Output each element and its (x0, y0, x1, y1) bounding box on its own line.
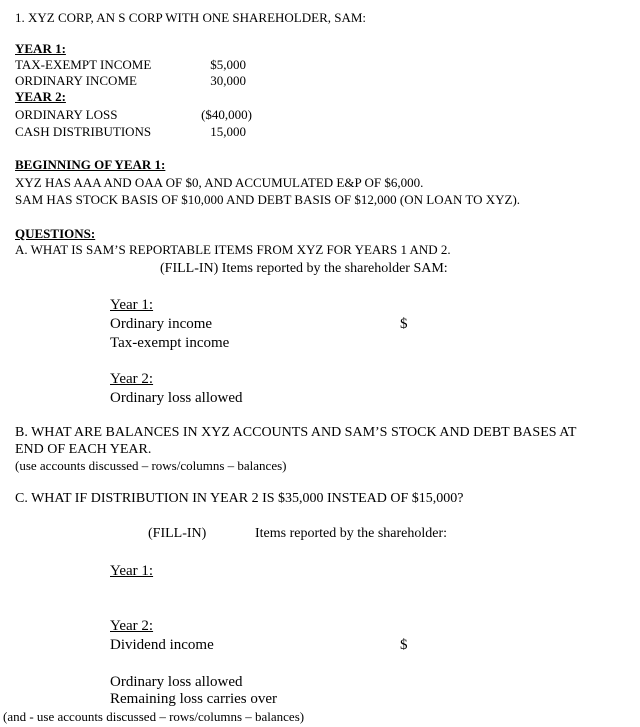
year1-row-label: TAX-EXEMPT INCOME (15, 57, 152, 72)
question-c-remaining-loss: Remaining loss carries over (110, 691, 278, 707)
dollar-sign: $ (400, 316, 408, 332)
year1-row-value: $5,000 (210, 57, 246, 72)
question-c: C. WHAT IF DISTRIBUTION IN YEAR 2 IS $35,000 INSTEAD OF $15,000? (15, 491, 464, 506)
question-c-ordinary-loss-allowed: Ordinary loss allowed (110, 674, 243, 690)
question-c-note: (and - use accounts discussed – rows/columns – balances) (3, 709, 305, 724)
question-a-year2-label: Year 2: (110, 371, 154, 387)
beginning-line: SAM HAS STOCK BASIS OF $10,000 AND DEBT BASIS OF $12,000 (ON LOAN TO XYZ). (15, 192, 521, 207)
year2-row-label: ORDINARY LOSS (15, 107, 118, 122)
questions-heading: QUESTIONS: (15, 226, 96, 241)
question-c-fill-in: (FILL-IN) (148, 526, 207, 541)
question-c-items-reported: Items reported by the shareholder: (255, 526, 448, 541)
year1-row-value: 30,000 (210, 73, 246, 88)
question-a-ordinary-income: Ordinary income (110, 316, 213, 332)
question-a-year1-label: Year 1: (110, 297, 154, 313)
question-a-ordinary-loss-allowed: Ordinary loss allowed (110, 390, 243, 406)
year1-row-label: ORDINARY INCOME (15, 73, 137, 88)
question-c-year2-label: Year 2: (110, 618, 154, 634)
year1-heading: YEAR 1: (15, 41, 66, 56)
question-a: A. WHAT IS SAM’S REPORTABLE ITEMS FROM XYZ FOR YEARS 1 AND 2. (15, 242, 451, 257)
question-a-fill-in: (FILL-IN) Items reported by the shareholder SAM: (160, 261, 448, 276)
question-c-dividend-income: Dividend income (110, 637, 214, 653)
year2-row-value: 15,000 (210, 124, 246, 139)
year2-heading: YEAR 2: (15, 89, 66, 104)
dollar-sign: $ (400, 637, 408, 653)
year2-row-value: ($40,000) (201, 107, 252, 122)
question-b-line2: END OF EACH YEAR. (15, 442, 152, 457)
question-b-note: (use accounts discussed – rows/columns – balances) (15, 458, 287, 473)
beginning-heading: BEGINNING OF YEAR 1: (15, 157, 166, 172)
beginning-line: XYZ HAS AAA AND OAA OF $0, AND ACCUMULATED E&P OF $6,000. (15, 175, 424, 190)
problem-title: 1. XYZ CORP, AN S CORP WITH ONE SHAREHOLDER, SAM: (15, 10, 367, 25)
question-b-line1: B. WHAT ARE BALANCES IN XYZ ACCOUNTS AND SAM’S STOCK AND DEBT BASES AT (15, 425, 577, 440)
year2-row-label: CASH DISTRIBUTIONS (15, 124, 152, 139)
question-c-year1-label: Year 1: (110, 563, 154, 579)
question-a-tax-exempt-income: Tax-exempt income (110, 335, 230, 351)
